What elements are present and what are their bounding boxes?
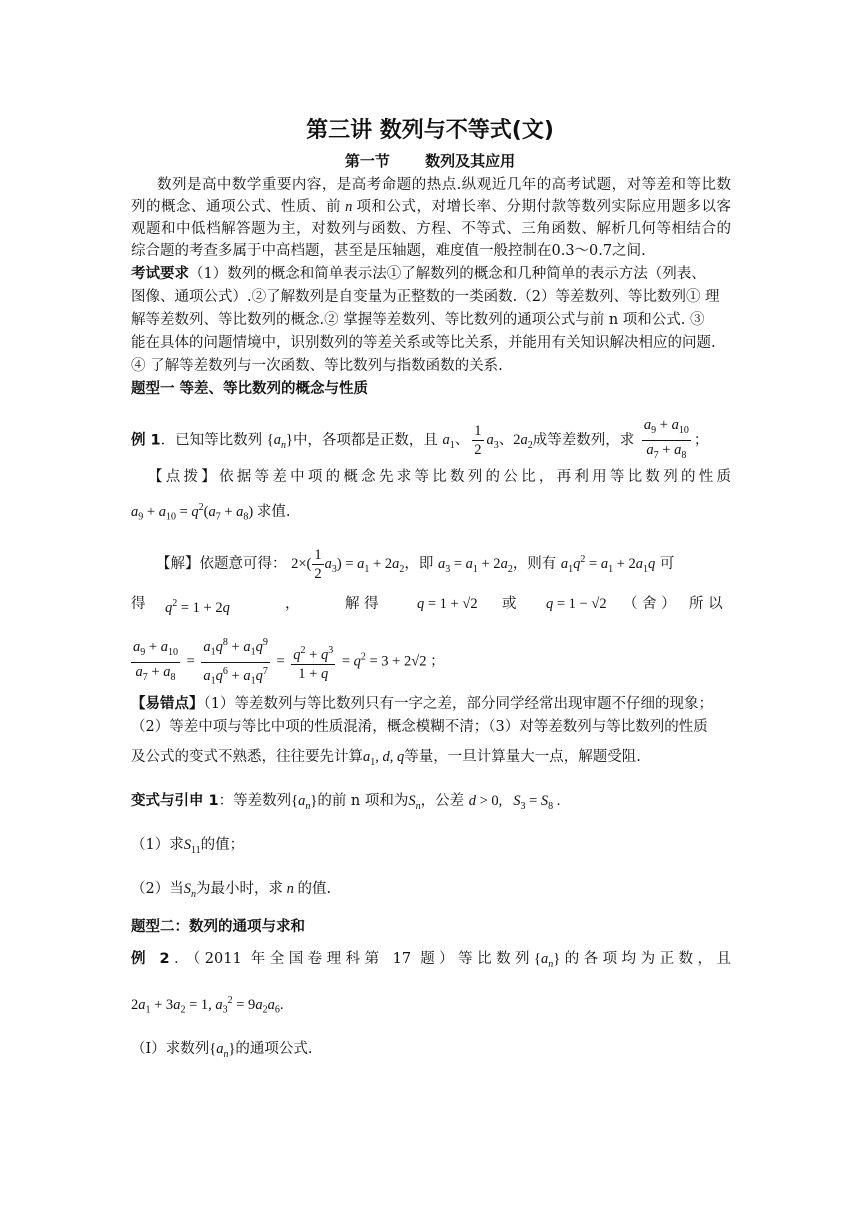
requirements-line-4: 能在具体的问题情境中，识别数列的等差关系或等比关系，并能用有关知识解决相应的问题. xyxy=(131,335,716,351)
example2-part1: （Ⅰ）求数列$\{a_n\}$的通项公式. xyxy=(131,1041,313,1060)
intro-line-3: 观题和中低档解答题为主，对数列与函数、方程、不等式、三角函数、解析几何等相结合的 xyxy=(131,221,731,237)
hint-label: 【点拨】 xyxy=(148,469,220,485)
pitfall-label: 【易错点】 xyxy=(131,696,204,712)
type2-heading: 题型二：数列的通项与求和 xyxy=(131,919,305,935)
example1-label: 例 1 xyxy=(131,432,161,449)
lecture-title: 第三讲 数列与不等式(文) xyxy=(306,118,554,143)
example2-line-2: $2a_1 + 3a_2 = 1$, $a_3^2 = 9a_2a_6$. xyxy=(131,995,284,1016)
hint-line-2: $a_9 + a_{10} = q^2(a_7 + a_8)$ 求值. xyxy=(131,502,291,523)
requirements-label: 考试要求 xyxy=(131,266,189,282)
variant-line: 变式与引申 1：等差数列$\{a_n\}$的前 n 项和为$S_n$，公差 d > 0, $S_3 = S_8$ . xyxy=(131,793,561,812)
example1: 例 1．已知等比数列 $\{a_n\}$中，各项都是正数，且 $a_1$、 $\frac{1}{2}$ $a_3$、$2a_2$成等差数列，求 $\frac{a_9 + a_{10}}{a_7 + a_8}$ ； xyxy=(131,417,709,461)
hint-line-1: 【点拨】依据等差中项的概念先求等比数列的公比，再利用等比数列的性质 xyxy=(148,469,731,485)
example2-label: 例 2 xyxy=(131,951,170,967)
example2-line-1: 例 2．（2011 年全国卷理科第 17 题）等比数列$\{a_n\}$的各项均为正数，且 xyxy=(131,951,732,970)
requirements-line-1: 考试要求（1）数列的概念和简单表示法①了解数列的概念和几种简单的表示方法（列表、 xyxy=(131,266,706,282)
intro-line-2: 列的概念、通项公式、性质、前 n 项和公式，对增长率、分期付款等数列实际应用题多以客 xyxy=(131,199,731,215)
requirements-line-5: ④ 了解等差数列与一次函数、等比数列与指数函数的关系. xyxy=(131,358,503,374)
pitfall-line-1: 【易错点】（1）等差数列与等比数列只有一字之差，部分同学经常出现审题不仔细的现象； xyxy=(131,696,713,712)
solution-line-3: $\frac{a_9 + a_{10}}{a_7 + a_8}$ = $\frac{a_1q^8 + a_1q^9}{a_1q^6 + a_1q^7}$ = $\frac{q^2 + q^3}{1 + q}$ = $q^2 = 3 + 2√2$ ； xyxy=(131,634,731,678)
intro-line-4: 综合题的考查多属于中高档题，甚至是压轴题，难度值一般控制在0.3～0.7之间. xyxy=(131,243,646,259)
pitfall-line-2: （2）等差中项与等比中项的性质混淆，概念模糊不清；（3）对等差数列与等比数列的性质 xyxy=(131,719,708,735)
type1-heading: 题型一 等差、等比数列的概念与性质 xyxy=(131,381,369,397)
variant-q1: （1）求$S_{11}$的值； xyxy=(131,837,245,856)
section-title: 第一节 数列及其应用 xyxy=(344,152,516,170)
requirements-line-3: 解等差数列、等比数列的概念.② 掌握等差数列、等比数列的通项公式与前 n 项和公式. ③ xyxy=(131,312,705,328)
solution-label: 【解】 xyxy=(156,555,200,572)
solution-line-2: 得 $q^2 = 1 + 2q$ ， 解 得 q = 1 + √2 或 q = 1 − √2 （ 舍 ） 所 以 xyxy=(131,596,723,616)
solution-line-1: 【解】依题意可得： 2×( $\frac{1}{2}$ $a_3) = a_1 + 2a_2$，即 $a_3 = a_1 + 2a_2$，则有 $a_1q^2 = a_1 + 2a_1q$ 可 xyxy=(156,547,675,582)
variant-label: 变式与引申 1 xyxy=(131,793,219,809)
intro-line-1: 数列是高中数学重要内容，是高考命题的热点.纵观近几年的高考试题，对等差和等比数 xyxy=(157,177,731,193)
requirements-line-2: 图像、通项公式）.②了解数列是自变量为正整数的一类函数.（2）等差数列、等比数列① 理 xyxy=(131,289,720,305)
pitfall-line-3: 及公式的变式不熟悉，往往要先计算$a_1$, d, q等量，一旦计算量大一点，解题受阻. xyxy=(131,749,641,768)
variant-q2: （2）当$S_n$为最小时，求 n 的值. xyxy=(131,881,332,900)
